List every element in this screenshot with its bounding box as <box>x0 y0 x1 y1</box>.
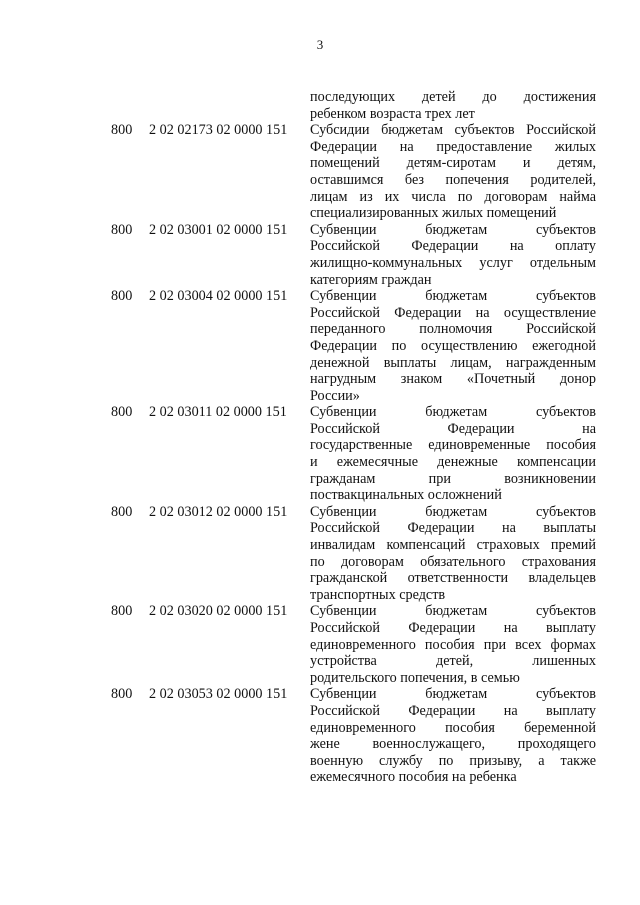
income-name-cell <box>310 288 596 404</box>
table-row <box>111 404 597 504</box>
income-name-line: Субвенции бюджетам субъектов <box>310 404 596 421</box>
income-name-line: Субвенции бюджетам субъектов <box>310 503 596 520</box>
income-name-line: Российской Федерации на выплату <box>310 702 596 719</box>
income-name-line: Субвенции бюджетам субъектов <box>310 686 596 703</box>
income-name-line: Российской Федерации на выплату <box>310 620 596 636</box>
income-name-line: Субсидии бюджетам субъектов Российской <box>310 122 596 139</box>
table-row <box>111 122 597 222</box>
admin-code-cell: 800 <box>111 288 133 305</box>
table-row <box>111 686 597 786</box>
income-name-line: последующих детей до достижения <box>310 89 596 105</box>
admin-code-cell: 800 <box>111 686 133 703</box>
income-name-line: оставшимся без попечения родителей, <box>310 171 596 188</box>
income-name-line: Российской Федерации на осуществление <box>310 304 596 321</box>
budget-classification-code-cell: 2 02 03053 02 0000 151 <box>149 686 288 703</box>
income-name-line: нагрудным знаком «Почетный донор <box>310 371 596 388</box>
income-name-line: Субвенции бюджетам субъектов <box>310 221 596 238</box>
admin-code-cell: 800 <box>111 404 133 421</box>
income-name-line: ежемесячного пособия на ребенка <box>310 769 517 786</box>
table-row <box>111 222 597 288</box>
income-name-line: и ежемесячные денежные компенсации <box>310 454 596 471</box>
table-row <box>111 89 597 122</box>
income-name-line: переданного полномочия Российской <box>310 321 596 338</box>
income-name-cell <box>310 222 596 288</box>
income-name-line: денежной выплаты лицам, награжденным <box>310 354 596 371</box>
budget-classification-code-cell: 2 02 03020 02 0000 151 <box>149 603 288 620</box>
table-row <box>111 288 597 404</box>
income-name-line: Федерации по осуществлению ежегодной <box>310 337 596 354</box>
income-name-line: транспортных средств <box>310 586 446 603</box>
income-name-cell <box>310 686 596 786</box>
income-name-cell <box>310 404 596 504</box>
income-name-cell <box>310 89 596 122</box>
income-name-line: Российской Федерации на <box>310 420 596 437</box>
income-name-line: категориям граждан <box>310 271 432 288</box>
income-name-line: ребенком возраста трех лет <box>310 105 475 122</box>
income-name-line: Российской Федерации на оплату <box>310 238 596 255</box>
income-name-line: родительского попечения, в семью <box>310 669 520 686</box>
income-name-line: поствакцинальных осложнений <box>310 487 502 504</box>
income-name-line: инвалидам компенсаций страховых премий <box>310 537 596 554</box>
income-name-line: по договорам обязательного страхования <box>310 553 596 570</box>
income-name-line: жене военнослужащего, проходящего <box>310 736 596 753</box>
admin-code-cell: 800 <box>111 603 133 620</box>
table-row <box>111 504 597 604</box>
income-name-line: гражданской ответственности владельцев <box>310 570 596 587</box>
income-name-line: военную службу по призыву, а также <box>310 752 596 769</box>
table-row <box>111 603 597 686</box>
budget-classification-code-cell: 2 02 02173 02 0000 151 <box>149 122 288 139</box>
income-name-line: гражданам при возникновении <box>310 470 596 487</box>
income-name-line: Федерации на предоставление жилых <box>310 138 596 155</box>
income-name-line: устройства детей, лишенных <box>310 653 596 670</box>
income-name-line: государственные единовременные пособия <box>310 437 596 454</box>
page-number: 3 <box>316 37 324 52</box>
admin-code-cell: 800 <box>111 221 133 238</box>
income-name-line: единовременного пособия беременной <box>310 719 596 736</box>
income-name-line: единовременного пособия при всех формах <box>310 636 596 653</box>
income-name-line: Субвенции бюджетам субъектов <box>310 288 596 305</box>
income-name-line: Субвенции бюджетам субъектов <box>310 603 596 620</box>
budget-classification-code-cell: 2 02 03004 02 0000 151 <box>149 288 288 305</box>
income-name-line: лицам из их числа по договорам найма <box>310 188 596 205</box>
income-name-cell <box>310 504 596 604</box>
income-codes-table <box>111 89 597 786</box>
income-name-line: России» <box>310 387 360 404</box>
income-name-line: помещений детям-сиротам и детям, <box>310 155 596 172</box>
budget-classification-code-cell: 2 02 03012 02 0000 151 <box>149 503 288 520</box>
admin-code-cell: 800 <box>111 122 133 139</box>
budget-classification-code-cell: 2 02 03001 02 0000 151 <box>149 221 288 238</box>
income-name-cell <box>310 122 596 222</box>
income-name-line: жилищно-коммунальных услуг отдельным <box>310 254 596 271</box>
budget-classification-code-cell: 2 02 03011 02 0000 151 <box>149 404 287 421</box>
income-name-line: Российской Федерации на выплаты <box>310 520 596 537</box>
income-name-line: специализированных жилых помещений <box>310 205 557 222</box>
income-name-cell <box>310 603 596 686</box>
admin-code-cell: 800 <box>111 503 133 520</box>
